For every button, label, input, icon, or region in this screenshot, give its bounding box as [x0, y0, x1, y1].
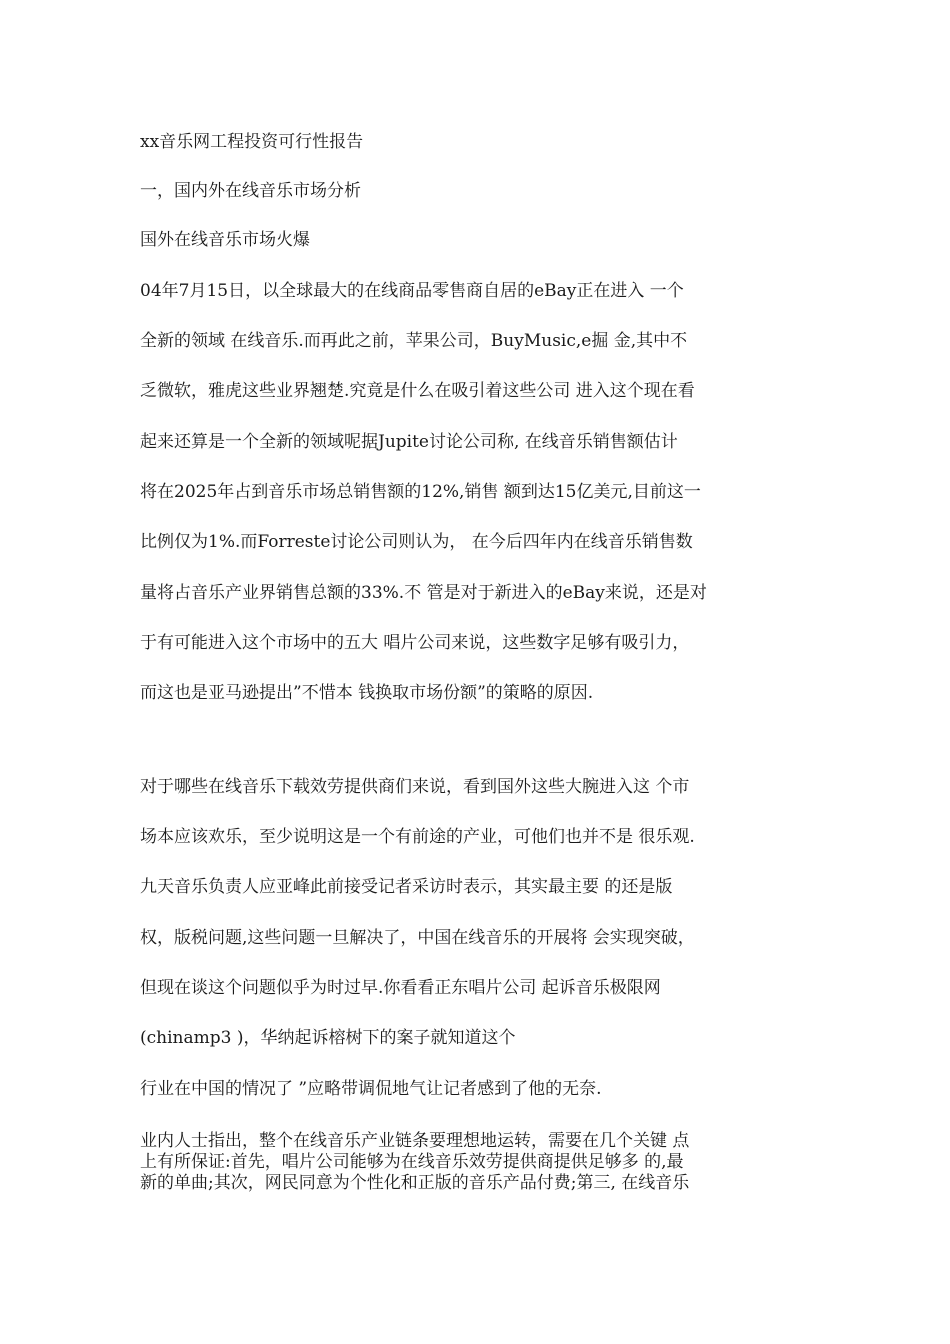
paragraph-line: 九天音乐负责人应亚峰此前接受记者采访时表示，其实最主要 的还是版: [140, 877, 673, 897]
paragraph-line: 权，版税问题,这些问题一旦解决了，中国在线音乐的开展将 会实现突破，: [140, 928, 695, 948]
paragraph-line: 行业在中国的情况了 ”应略带调侃地气让记者感到了他的无奈.: [140, 1079, 602, 1099]
sub-heading: 国外在线音乐市场火爆: [140, 230, 310, 250]
paragraph-line: 乏微软，雅虎这些业界翘楚.究竟是什么在吸引着这些公司 进入这个现在看: [140, 381, 695, 401]
paragraph-line: 比例仅为1%.而Forreste讨论公司则认为， 在今后四年内在线音乐销售数: [140, 532, 693, 552]
paragraph-line: (chinamp3 )，华纳起诉榕树下的案子就知道这个: [140, 1028, 516, 1048]
paragraph-line: 起来还算是一个全新的领域呢据Jupite讨论公司称, 在线音乐销售额估计: [140, 432, 678, 452]
paragraph-line: 场本应该欢乐，至少说明这是一个有前途的产业，可他们也并不是 很乐观.: [140, 827, 695, 847]
paragraph-line: 新的单曲;其次，网民同意为个性化和正版的音乐产品付费;第三, 在线音乐: [140, 1173, 690, 1193]
section-heading: 一，国内外在线音乐市场分析: [140, 181, 361, 201]
paragraph: [140, 1131, 820, 1194]
paragraph-line: 业内人士指出，整个在线音乐产业链条要理想地运转，需要在几个关键 点: [140, 1131, 690, 1151]
paragraph-line: 于有可能进入这个市场中的五大 唱片公司来说，这些数字足够有吸引力，: [140, 633, 690, 653]
paragraph-line: 上有所保证:首先，唱片公司能够为在线音乐效劳提供商提供足够多 的,最: [140, 1152, 684, 1172]
paragraph-line: 对于哪些在线音乐下载效劳提供商们来说，看到国外这些大腕进入这 个市: [140, 777, 690, 797]
document-title: xx音乐网工程投资可行性报告: [140, 132, 364, 152]
paragraph-line: 全新的领域 在线音乐.而再此之前，苹果公司，BuyMusic,e掘 金,其中不: [140, 331, 688, 351]
paragraph-line: 04年7月15日，以全球最大的在线商品零售商自居的eBay正在进入 一个: [140, 281, 684, 301]
paragraph-line: 但现在谈这个问题似乎为时过早.你看看正东唱片公司 起诉音乐极限网: [140, 978, 661, 998]
paragraph-line: 量将占音乐产业界销售总额的33%.不 管是对于新进入的eBay来说，还是对: [140, 583, 707, 603]
paragraph-line: 将在2025年占到音乐市场总销售额的12%,销售 额到达15亿美元,目前这一: [140, 482, 701, 502]
paragraph-line: 而这也是亚马逊提出”不惜本 钱换取市场份额”的策略的原因.: [140, 683, 594, 703]
